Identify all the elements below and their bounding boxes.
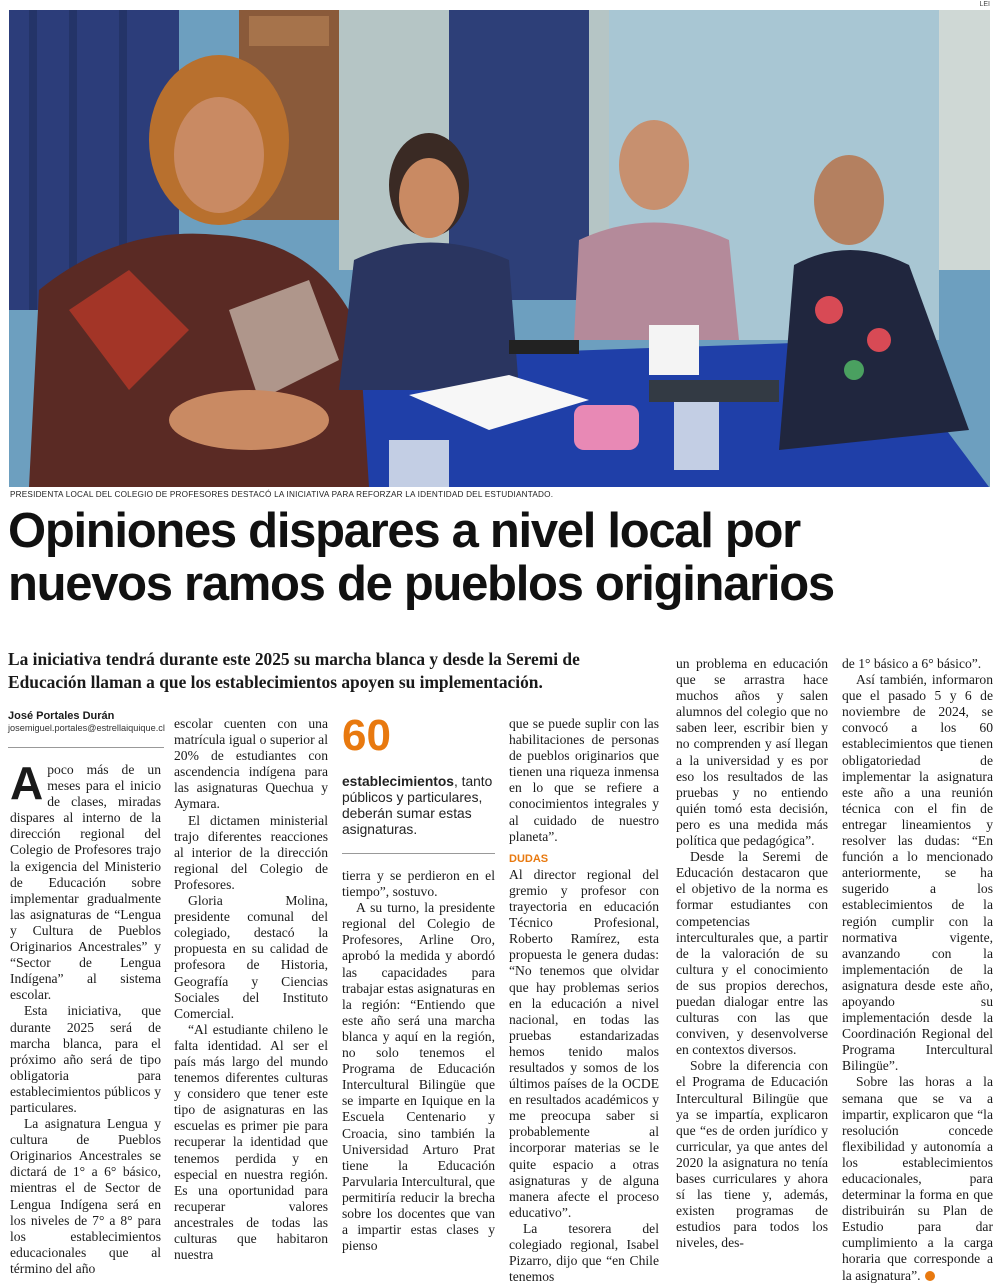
photo-illustration — [9, 10, 990, 487]
paragraph-3a: La asignatura Lengua y cultura de Pueblos Originarios Ancestrales se dictará de 1° a 6° básico, mientras el de Sector de Lengua Indígena será en los niveles de 7° a 8° para los establecimientos educacionales que al término del año — [10, 1116, 161, 1276]
subhead-dudas: DUDAS — [509, 852, 549, 865]
paragraph-6b: tierra y se perdieron en el tiempo”, sostuvo. — [342, 868, 495, 900]
body-column-4 — [509, 716, 659, 1285]
paragraph-9a: La tesorera del colegiado regional, Isabel Pizarro, dijo que “en Chile tenemos — [509, 1220, 659, 1285]
paragraph-5: Gloria Molina, presidente comunal del colegiado, destacó la propuesta en su calidad de profesora de Historia, Geografía y Ciencias Sociales del Instituto Comercial. — [174, 893, 328, 1021]
body-column-1 — [10, 757, 161, 1277]
paragraph-4: El dictamen ministerial trajo diferentes reacciones al interior de la dirección regional del Colegio de Profesores. — [174, 812, 328, 892]
paragraph-1: Apoco más de un meses para el inicio de clases, miradas dispares al interno de la dirección regional del Colegio de Profesores trajo la exigencia del Ministerio de Educación sobre implementar gradualmente las asignaturas de “Lengua y Cultura de Pueblos Originarios Ancestrales” y “Sector de Lengua Indígena” al sistema escolar. — [10, 757, 161, 1003]
paragraph-10: Desde la Seremi de Educación destacaron que el objetivo de la norma es formar estudiantes con competencias interculturales que, a partir de la valoración de su cultura y el conocimiento de sus propios derechos, puedan dialogar entre las culturas con las que conviven, y desenvolverse en contextos diversos. — [676, 849, 828, 1058]
body-column-6 — [842, 656, 993, 1284]
deck-line-1: La iniciativa tendrá durante este 2025 su marcha blanca y desde la Seremi de — [8, 649, 580, 669]
drop-cap: A — [10, 757, 44, 809]
paragraph-2: Esta iniciativa, que durante 2025 será de marcha blanca, para el próximo año será de tipo obligatoria para establecimientos públicos y particulares. — [10, 1003, 161, 1115]
paragraph-9b: un problema en educación que se arrastra hace muchos años y salen alumnos del colegio que no saben leer, escribir bien y no comprenden y así llegan a la universidad y es por eso los resultados de las pruebas y no entiendo quién tomó esta decisión, pero es una medida más política que pedagógica”. — [676, 656, 828, 849]
paragraph-7b: que se puede suplir con las habilitaciones de personas de pueblos originarios que tienen una riqueza inmensa en lo que se refiere a conocimientos integrales y al cuidado de nuestro planeta”. — [509, 716, 659, 844]
stat-label: establecimientos, tanto públicos y particulares, deberán sumar estas asignaturas. — [342, 774, 493, 837]
end-mark-icon — [925, 1271, 935, 1281]
headline — [8, 505, 993, 611]
author-email: josemiguel.portales@estrellaiquique.cl — [8, 723, 165, 733]
headline-line-1: Opiniones dispares a nivel local por — [8, 504, 800, 558]
paragraph-12: Así también, informaron que el pasado 5 y 6 de noviembre de 2024, se convocó a los 60 establecimientos que tienen obligatoriedad de implementar la asignatura este año a una reunión técnica con el fin de entregar lineamientos y resolver las dudas: “En función a lo mencionado anteriormente, se ha sugerido a los establecimientos de la región cumplir con la normativa vigente, avanzando con la implementación de la asignatura desde este año, apoyando su implementación desde la Coordinación Regional del Programa Intercultural Bilingüe”. — [842, 672, 993, 1074]
paragraph-13: Sobre las horas a la semana que se va a impartir, explicaron que “la resolución concede flexibilidad y autonomía a los establecimientos educacionales, para determinar la forma en que distribuirán su Plan de Estudio para dar cumplimiento a la carga horaria que corresponde a la asignatura”. — [842, 1074, 993, 1283]
byline — [8, 710, 163, 733]
headline-line-2: nuevos ramos de pueblos originarios — [8, 557, 834, 611]
section-tag: LEI — [979, 1, 990, 8]
author-name: José Portales Durán — [8, 710, 115, 722]
body-column-5 — [676, 656, 828, 1251]
byline-divider — [8, 747, 164, 748]
paragraph-11a: Sobre la diferencia con el Programa de Educación Intercultural Bilingüe que ya se impartía, explicaron que “es de orden jurídico y curricular, ya que antes del 2020 la asignatura no tenía bases curriculares y ahora sí las tiene y, además, existen programas de estudios para todos los niveles, des- — [676, 1058, 828, 1251]
paragraph-11b: de 1° básico a 6° básico”. — [842, 656, 982, 671]
paragraph-8: Al director regional del gremio y profesor con trayectoria en educación Técnico Profesional, Roberto Ramírez, esta propuesta le genera dudas: “No tenemos que olvidar que hay problemas serios en la educación a nivel nacional, en todas las pruebas estandarizadas hemos tenido malos resultados y somos de los últimos países de la OCDE en resultados académicos y me preocupa saber si probablemente al incorporar materias se le quite espacio a otras asignaturas y de alguna manera afecte el proceso educativo”. — [509, 866, 659, 1220]
photo-caption: PRESIDENTA LOCAL DEL COLEGIO DE PROFESORES DESTACÓ LA INICIATIVA PARA REFORZAR LA IDENTIDAD DEL ESTUDIANTADO. — [10, 490, 554, 499]
article-photo — [9, 10, 990, 487]
paragraph-7a: A su turno, la presidente regional del Colegio de Profesores, Arline Oro, aprobó la medida y abordó las capacidades para trabajar estas asignaturas en la región: “Entiendo que este año será una marcha blanca y aquí en la región, no solo tenemos el Programa de Educación Intercultural Bilingüe que se imparte en Iquique en la Escuela Centenario y Croacia, sino también la Universidad Arturo Prat tiene la Educación Parvularia Intercultural, que permitiría reducir la brecha sobre los docentes que van a impartir estas clases y pienso — [342, 900, 495, 1254]
stat-number: 60 — [342, 711, 391, 760]
stat-divider — [342, 853, 495, 854]
deck — [8, 648, 658, 694]
body-column-3 — [342, 868, 495, 1254]
body-column-2 — [174, 716, 328, 1263]
paragraph-6a: “Al estudiante chileno le falta identidad. Al ser el país más largo del mundo tenemos diferentes culturas y considero que tener este tipo de asignaturas en las escuelas es primer pie para recuperar la identidad que tenemos perdida y en especial en nuestra región. Es una oportunidad para recuperar valores ancestrales de todas las culturas que habitaron nuestra — [174, 1021, 328, 1263]
deck-line-2: Educación llaman a que los establecimientos apoyen su implementación. — [8, 672, 543, 692]
paragraph-3b: escolar cuenten con una matrícula igual o superior al 20% de estudiantes con ascendencia indígena para las asignaturas Quechua y Aymara. — [174, 716, 328, 812]
